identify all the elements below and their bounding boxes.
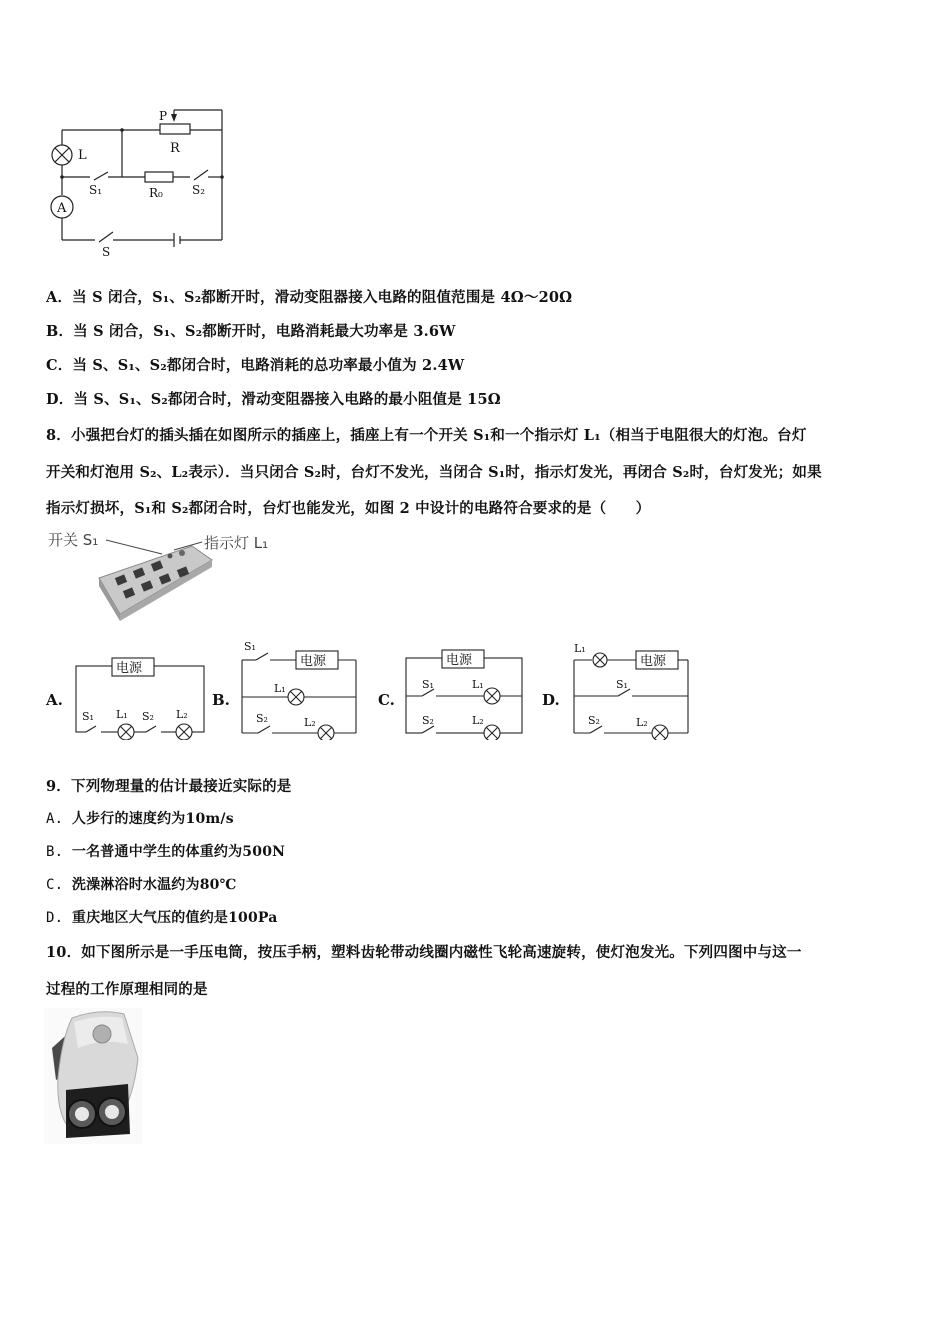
q7-label-s1: S₁ — [89, 183, 103, 197]
q7-option-a: A．当 S 闭合，S₁、S₂都断开时，滑动变阻器接入电路的阻值范围是 4Ω～20Ω — [46, 289, 573, 306]
q9-c-text: 洗澡淋浴时水温约为80℃ — [71, 877, 237, 893]
q8-d-l1: L₁ — [574, 642, 586, 655]
q8-text-line-1: 8．小强把台灯的插头插在如图所示的插座上，插座上有一个开关 S₁和一个指示灯 L₁（相当于电阻很大的灯泡。台灯 — [46, 427, 807, 444]
q8-d-s1: S₁ — [616, 678, 628, 691]
q8-circuit-b[interactable] — [236, 636, 366, 740]
q7-option-c: C．当 S、S₁、S₂都闭合时，电路消耗的总功率最小值为 2.4W — [46, 357, 465, 374]
q8-d-power: 电源 — [640, 654, 667, 669]
q8-text-line-2: 开关和灯泡用 S₂、L₂表示）．当只闭合 S₂时，台灯不发光，当闭合 S₁时，指示灯发光，再闭合 S₂时，台灯发光；如果 — [46, 464, 822, 481]
q8-c-l2: L₂ — [472, 714, 484, 727]
q8-c-power: 电源 — [446, 653, 473, 668]
q10-text-line-1: 10．如下图所示是一手压电筒，按压手柄，塑料齿轮带动线圈内磁性飞轮高速旋转，使灯泡发光。下列四图中与这一 — [46, 944, 802, 961]
q7-label-r: R — [170, 141, 180, 156]
q8-a-s1: S₁ — [82, 710, 94, 723]
q8-a-l1: L₁ — [116, 708, 128, 721]
q8-option-b-letter[interactable]: B. — [212, 691, 230, 709]
q8-c-s2: S₂ — [422, 714, 434, 727]
q8-option-a-letter[interactable]: A. — [46, 691, 63, 709]
q8-option-d-letter[interactable]: D. — [542, 691, 560, 709]
q7-label-s: S — [102, 245, 111, 259]
q8-c-s1: S₁ — [422, 678, 434, 691]
q8-label-indicator: 指示灯 L₁ — [204, 534, 269, 552]
q8-c-l1: L₁ — [472, 678, 484, 691]
q9-d-letter: D. — [46, 910, 64, 926]
q8-b-l1: L₁ — [274, 682, 286, 695]
q8-a-s2: S₂ — [142, 710, 154, 723]
q8-b-s2: S₂ — [256, 712, 268, 725]
q8-option-c-letter[interactable]: C. — [378, 691, 395, 709]
hand-crank-flashlight-image — [44, 1008, 142, 1144]
q9-b-letter: B. — [46, 844, 64, 860]
q8-circuit-a[interactable] — [66, 650, 210, 740]
q9-c-letter: C. — [46, 877, 64, 893]
q7-label-l: L — [78, 148, 87, 163]
q7-option-d: D．当 S、S₁、S₂都闭合时，滑动变阻器接入电路的最小阻值是 15Ω — [46, 391, 501, 408]
power-strip-icon — [99, 546, 212, 621]
q8-label-switch: 开关 S₁ — [48, 531, 99, 549]
q8-text-line-3: 指示灯损坏，S₁和 S₂都闭合时，台灯也能发光，如图 2 中设计的电路符合要求的是（ ） — [46, 500, 651, 517]
q8-power-strip-figure — [44, 526, 294, 626]
q9-option-c — [46, 874, 237, 894]
q8-a-power: 电源 — [116, 661, 143, 676]
q8-a-l2: L₂ — [176, 708, 188, 721]
q8-circuit-d[interactable] — [566, 640, 696, 740]
q7-label-p: P — [159, 109, 168, 123]
q9-a-text: 人步行的速度约为10m/s — [71, 811, 234, 827]
q8-b-power: 电源 — [300, 654, 327, 669]
q9-option-d — [46, 907, 278, 927]
q8-b-s1: S₁ — [244, 640, 256, 653]
q9-d-text: 重庆地区大气压的值约是100Pa — [71, 910, 278, 926]
q8-d-l2: L₂ — [636, 716, 648, 729]
q7-label-a: A — [57, 201, 67, 216]
q9-b-text: 一名普通中学生的体重约为500N — [71, 844, 286, 860]
q9-option-b — [46, 841, 285, 861]
q7-label-r0: R₀ — [149, 186, 163, 200]
q7-label-s2: S₂ — [192, 183, 206, 197]
q8-d-s2: S₂ — [588, 714, 600, 727]
q10-text-line-2: 过程的工作原理相同的是 — [46, 981, 208, 998]
q9-title: 9．下列物理量的估计最接近实际的是 — [46, 778, 292, 795]
q9-a-letter: A. — [46, 811, 64, 827]
q9-option-a — [46, 808, 234, 828]
q8-b-l2: L₂ — [304, 716, 316, 729]
q7-circuit-diagram — [40, 100, 240, 260]
q7-option-b: B．当 S 闭合，S₁、S₂都断开时，电路消耗最大功率是 3.6W — [46, 323, 456, 340]
q8-circuit-c[interactable] — [400, 646, 530, 740]
